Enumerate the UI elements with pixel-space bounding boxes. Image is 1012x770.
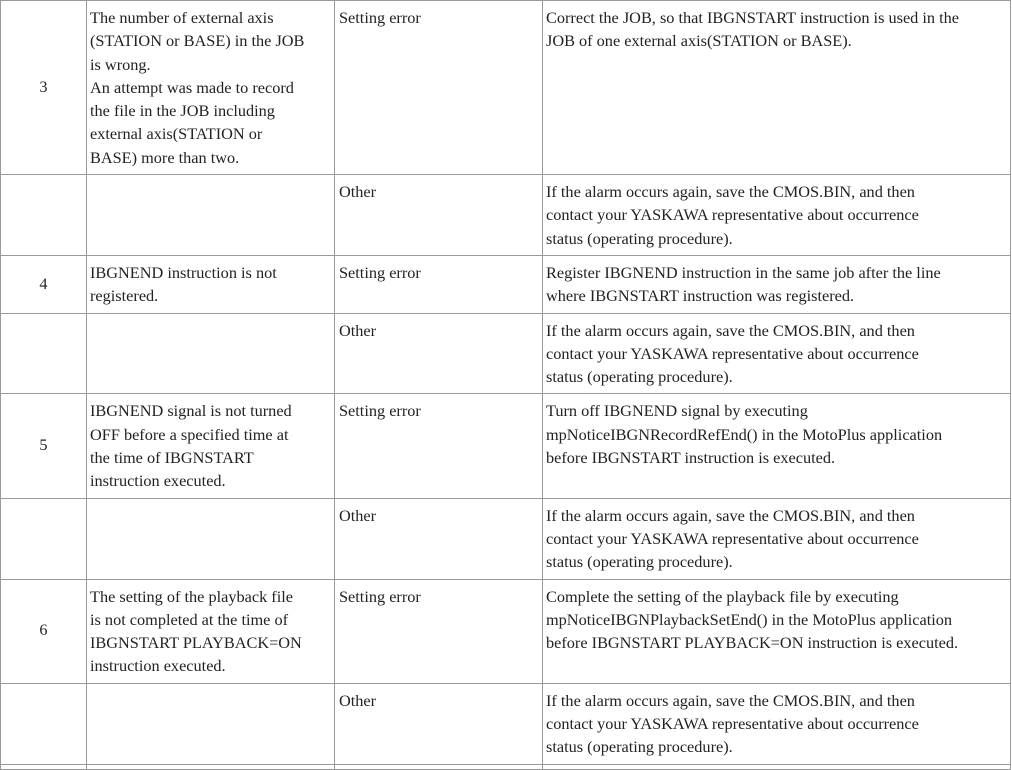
remedy-line: contact your YASKAWA representative about occurrence [546,343,919,363]
cause-line: registered. [90,286,159,306]
alarm-subcode: 6 [1,579,87,683]
remedy-line: contact your YASKAWA representative about occurrence [546,714,919,734]
table-row [1,498,1011,579]
alarm-subcode: 3 [1,1,87,175]
table-row [1,683,1011,764]
cause-line: instruction executed. [90,656,226,676]
remedy-line: If the alarm occurs again, save the CMOS.BIN, and then [546,690,915,710]
cause-line: The number of external axis [90,8,274,27]
remedy-cell [543,683,1011,764]
alarm-subcode [1,498,87,579]
cause-cell [87,394,335,498]
cause-line: is wrong. [90,54,151,74]
remedy-line: mpNoticeIBGNRecordRefEnd() in the MotoPlus application [546,424,943,444]
remedy-line: status (operating procedure). [546,552,733,572]
table-cell [335,764,543,769]
remedy-cell [543,394,1011,498]
table-row [1,175,1011,256]
remedy-line: If the alarm occurs again, save the CMOS.BIN, and then [546,320,915,340]
remedy-line: contact your YASKAWA representative about occurrence [546,205,919,225]
cause-line: OFF before a specified time at [90,424,289,444]
remedy-line: before IBGNSTART instruction is executed. [546,448,836,468]
cause-line: the time of IBGNSTART [90,448,254,468]
table-row [1,764,1011,769]
alarm-subcode: 5 [1,394,87,498]
cause-line: The setting of the playback file [90,586,293,606]
remedy-cell [543,1,1011,175]
remedy-line: status (operating procedure). [546,367,733,387]
remedy-cell [543,313,1011,394]
cause-line: (STATION or BASE) in the JOB [90,31,305,51]
table-row [1,255,1011,313]
remedy-cell [543,175,1011,256]
cause-cell [87,1,335,175]
cause-cell [87,313,335,394]
alarm-subcode [1,683,87,764]
remedy-cell [543,498,1011,579]
alarm-subcode: 4 [1,255,87,313]
remedy-line: JOB of one external axis(STATION or BASE). [546,31,852,51]
cause-class-cell: Other [335,683,543,764]
remedy-cell [543,579,1011,683]
cause-class-cell: Other [335,313,543,394]
remedy-line: Complete the setting of the playback file by executing [546,586,899,606]
remedy-line: mpNoticeIBGNPlaybackSetEnd() in the MotoPlus application [546,609,953,629]
cause-class-cell: Setting error [335,255,543,313]
cause-line: instruction executed. [90,471,226,491]
cause-line: An attempt was made to record [90,77,294,97]
remedy-line: contact your YASKAWA representative about occurrence [546,528,919,548]
cause-cell [87,255,335,313]
table-cell [1,764,87,769]
alarm-subcode [1,313,87,394]
table-cell [543,764,1011,769]
cause-line: IBGNSTART PLAYBACK=ON [90,633,302,653]
table-row [1,1,1011,175]
cause-class-cell: Setting error [335,579,543,683]
cause-cell [87,683,335,764]
cause-line: IBGNEND instruction is not [90,262,277,282]
remedy-line: status (operating procedure). [546,228,733,248]
cause-line: the file in the JOB including [90,101,275,121]
cause-cell [87,175,335,256]
remedy-line: If the alarm occurs again, save the CMOS.BIN, and then [546,505,915,525]
cause-line: is not completed at the time of [90,609,289,629]
cause-class-cell: Other [335,175,543,256]
cause-line: BASE) more than two. [90,147,240,167]
table-cell [87,764,335,769]
table-row [1,579,1011,683]
alarm-subcode [1,175,87,256]
cause-class-cell: Other [335,498,543,579]
cause-cell [87,498,335,579]
remedy-line: before IBGNSTART PLAYBACK=ON instruction is executed. [546,633,959,653]
remedy-line: status (operating procedure). [546,737,733,757]
remedy-line: Correct the JOB, so that IBGNSTART instruction is used in the [546,8,960,27]
remedy-line: Register IBGNEND instruction in the same job after the line [546,262,941,282]
cause-class-cell: Setting error [335,1,543,175]
cause-class-cell: Setting error [335,394,543,498]
remedy-line: If the alarm occurs again, save the CMOS.BIN, and then [546,182,915,202]
cause-line: IBGNEND signal is not turned [90,401,292,421]
remedy-line: Turn off IBGNEND signal by executing [546,401,808,421]
table-row [1,313,1011,394]
remedy-cell [543,255,1011,313]
cause-line: external axis(STATION or [90,124,263,144]
table-row [1,394,1011,498]
remedy-line: where IBGNSTART instruction was registered. [546,286,855,306]
cause-cell [87,579,335,683]
